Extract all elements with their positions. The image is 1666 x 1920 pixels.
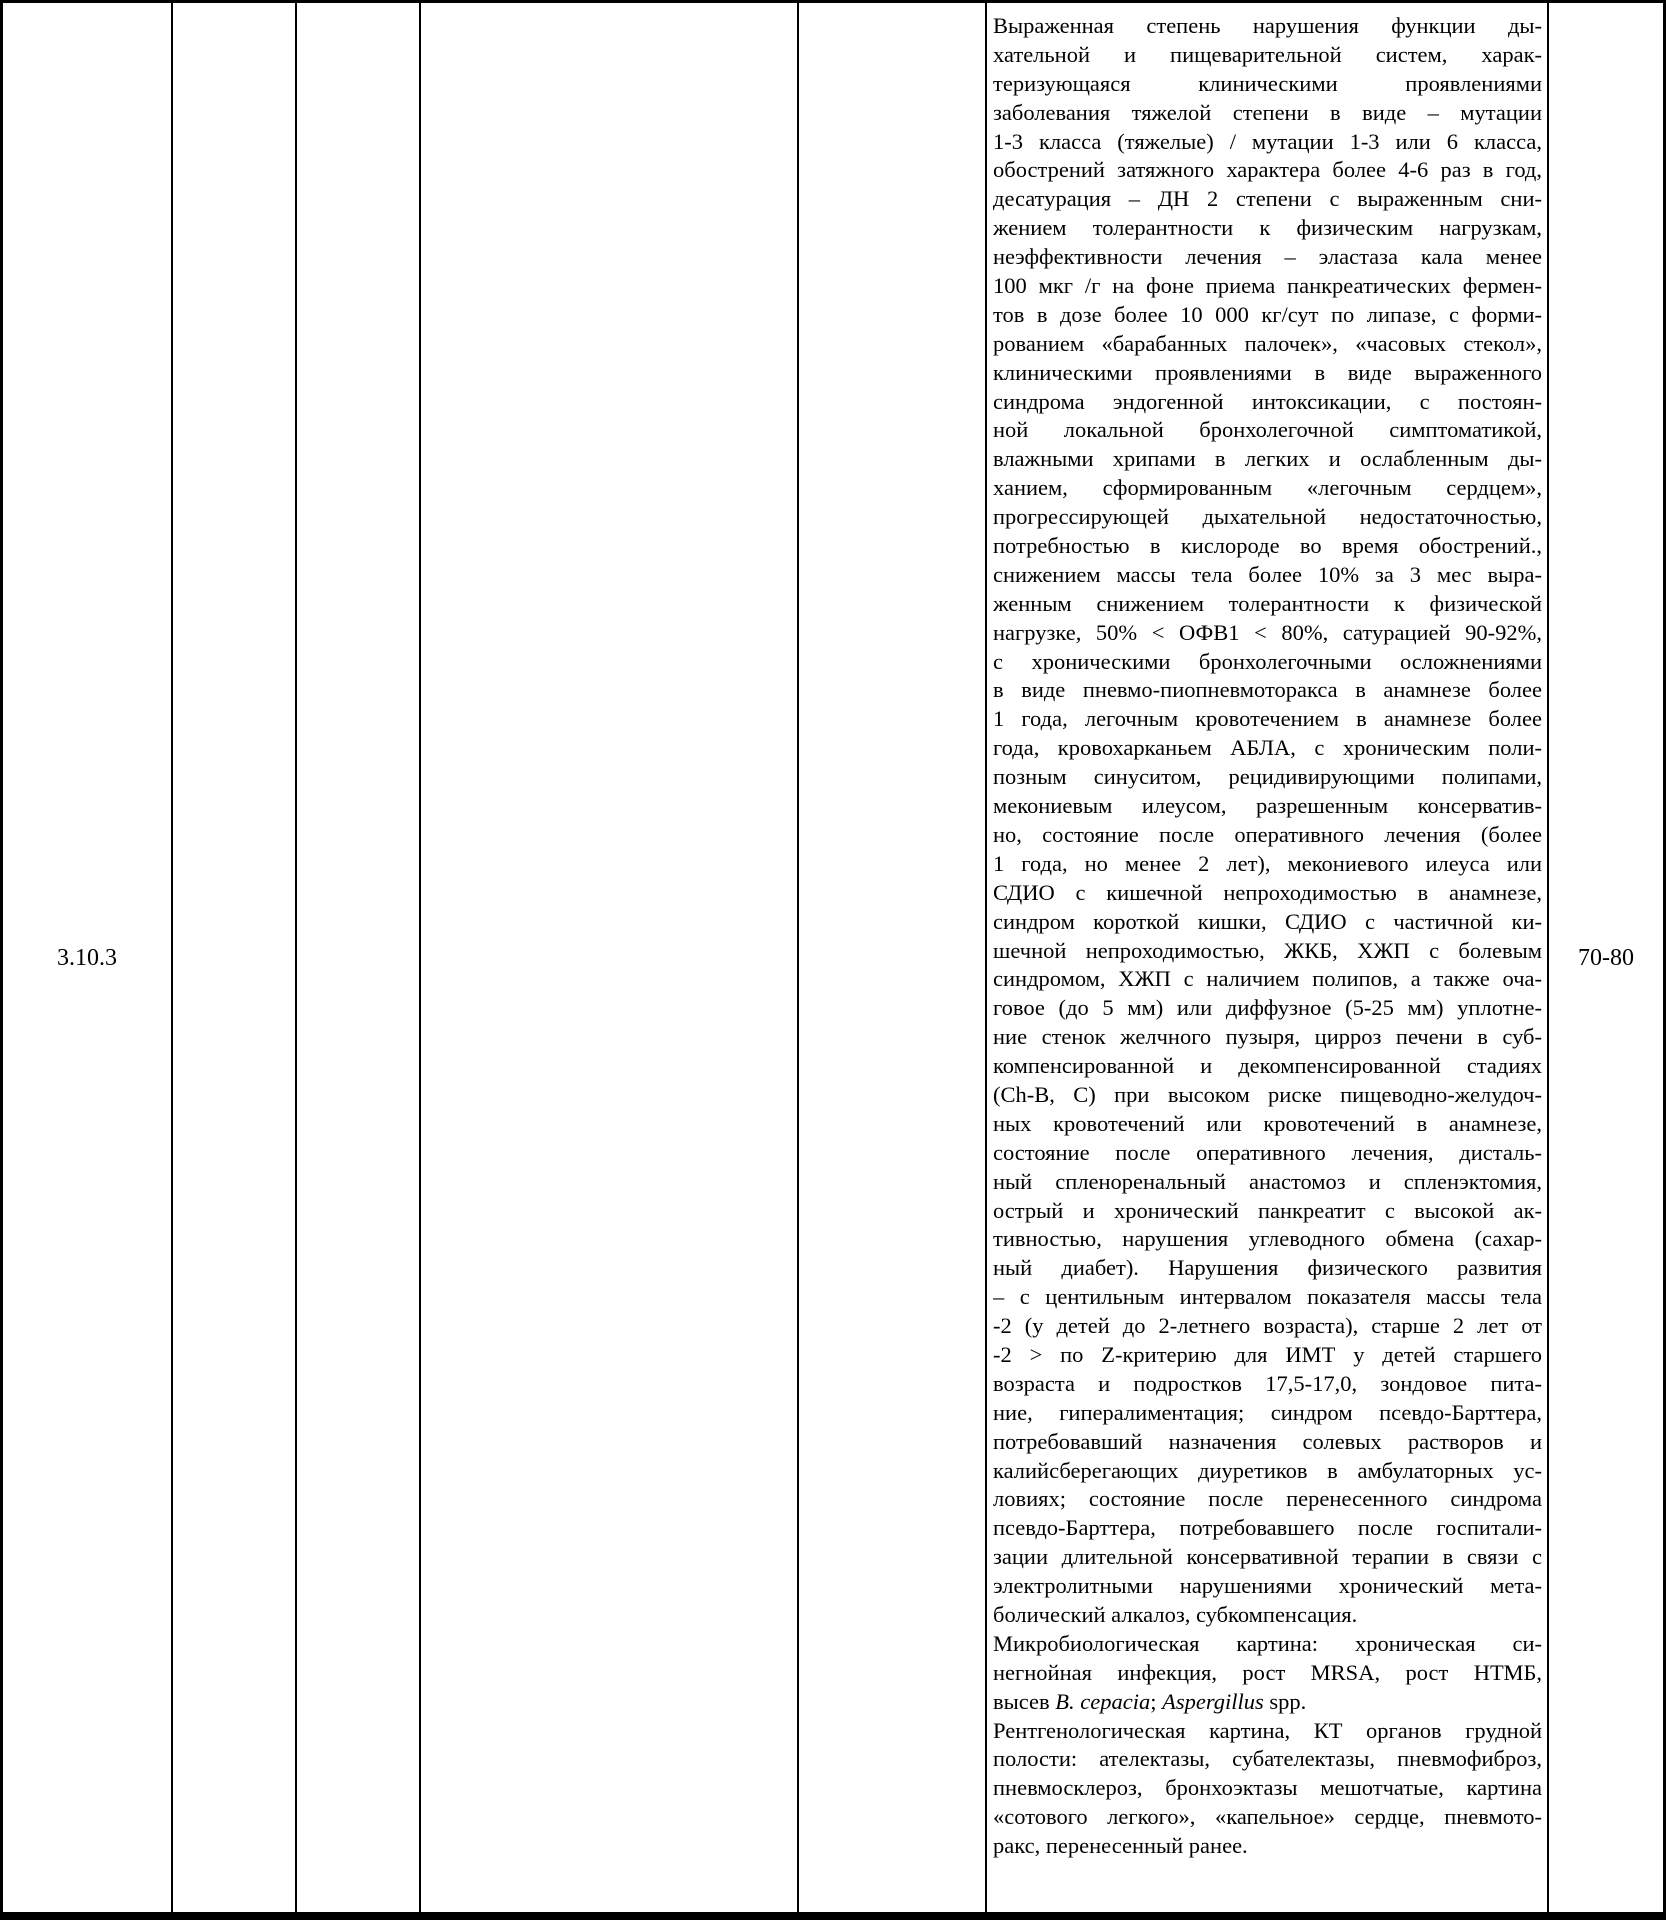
text-line: компенсированной и декомпенсированной стадиях: [993, 1053, 1542, 1079]
cell-empty-4: [799, 3, 987, 1912]
text-line: обострений затяжного характера более 4-6 раз в год,: [993, 157, 1542, 183]
text-line: потребовавший назначения солевых растворов и: [993, 1428, 1542, 1454]
text-line: тивностью, нарушения углеводного обмена (сахар-: [993, 1226, 1542, 1252]
text-line: но, состояние после оперативного лечения (более: [993, 821, 1542, 847]
text-line: СДИО с кишечной непроходимостью в анамнезе,: [993, 879, 1542, 905]
text-line: синдромом, ХЖП с наличием полипов, а также оча-: [993, 966, 1542, 992]
text-line: года, кровохарканьем АБЛА, с хроническим поли-: [993, 735, 1542, 761]
cell-score: [1549, 3, 1663, 1912]
text-line: тов в дозе более 10 000 кг/сут по липазе, с форми-: [993, 301, 1542, 327]
text-line: шечной непроходимостью, ЖКБ, ХЖП с болевым: [993, 937, 1542, 963]
text-line: влажными хрипами в легких и ослабленным ды-: [993, 446, 1542, 472]
text-line: рованием «барабанных палочек», «часовых стекол»,: [993, 330, 1542, 356]
species-name-italic: B. cepacia: [1055, 1688, 1151, 1714]
text-line: -2 (у детей до 2-летнего возраста), старше 2 лет от: [993, 1313, 1542, 1339]
text-line: синдром короткой кишки, СДИО с частичной ки-: [993, 908, 1542, 934]
text-line: потребностью в кислороде во время обострений.,: [993, 533, 1542, 559]
text-line: пневмосклероз, бронхоэктазы мешотчатые, картина: [993, 1775, 1542, 1801]
text-line: калийсберегающих диуретиков в амбулаторных ус-: [993, 1457, 1542, 1483]
text-line: ной локальной бронхолегочной симптоматикой,: [993, 417, 1542, 443]
text-line: полости: ателектазы, субателектазы, пневмофиброз,: [993, 1746, 1542, 1772]
cell-empty-3: [421, 3, 799, 1912]
text-line: 1 года, легочным кровотечением в анамнезе более: [993, 706, 1542, 732]
text-line: ный спленоренальный анастомоз и спленэктомия,: [993, 1168, 1542, 1194]
description-text: [993, 12, 1542, 1861]
text-line: женным снижением толерантности к физической: [993, 590, 1542, 616]
text-line: негнойная инфекция, рост MRSA, рост НТМБ,: [993, 1659, 1542, 1685]
text-line: Рентгенологическая картина, КТ органов грудной: [993, 1717, 1542, 1743]
text-line: Микробиологическая картина: хроническая си-: [993, 1630, 1542, 1656]
text-line: ный диабет). Нарушения физического развития: [993, 1255, 1542, 1281]
text-line: с хроническими бронхолегочными осложнениями: [993, 648, 1542, 674]
text-line: -2 > по Z-критерию для ИМТ у детей старшего: [993, 1341, 1542, 1367]
text-line: [993, 1688, 1542, 1717]
text-line: – с центильным интервалом показателя массы тела: [993, 1284, 1542, 1310]
text-line: электролитными нарушениями хронический мета-: [993, 1573, 1542, 1599]
text-line: зации длительной консервативной терапии в связи с: [993, 1544, 1542, 1570]
text-line: нагрузке, 50% < ОФВ1 < 80%, сатурацией 90-92%,: [993, 619, 1542, 645]
text-line: прогрессирующей дыхательной недостаточностью,: [993, 504, 1542, 530]
text-line: говое (до 5 мм) или диффузное (5-25 мм) уплотне-: [993, 995, 1542, 1021]
text-line: клиническими проявлениями в виде выраженного: [993, 359, 1542, 385]
text-line: возраста и подростков 17,5-17,0, зондовое пита-: [993, 1370, 1542, 1396]
text-line: болический алкалоз, субкомпенсация.: [993, 1601, 1358, 1627]
species-name-italic: Aspergillus: [1162, 1688, 1264, 1714]
text-line: ловиях; состояние после перенесенного синдрома: [993, 1486, 1542, 1512]
text-segment: высев: [993, 1688, 1056, 1714]
text-line: ханием, сформированным «легочным сердцем»,: [993, 475, 1542, 501]
cell-description: [987, 3, 1549, 1912]
score-range-label: 70-80: [1578, 944, 1634, 971]
text-line: 1-3 класса (тяжелые) / мутации 1-3 или 6 класса,: [993, 128, 1542, 154]
text-segment: ;: [1150, 1688, 1163, 1714]
row-id-label: 3.10.3: [57, 944, 117, 971]
text-line: ракс, перенесенный ранее.: [993, 1833, 1248, 1859]
text-line: (Ch-B, C) при высоком риске пищеводно-желудоч-: [993, 1081, 1542, 1107]
cell-empty-2: [297, 3, 421, 1912]
text-line: ние, гипералиментация; синдром псевдо-Барттера,: [993, 1399, 1542, 1425]
text-line: в виде пневмо-пиопневмоторакса в анамнезе более: [993, 677, 1542, 703]
text-line: жением толерантности к физическим нагрузкам,: [993, 215, 1542, 241]
cell-empty-1: [173, 3, 297, 1912]
text-line: заболевания тяжелой степени в виде – мутации: [993, 99, 1542, 125]
text-segment: spp.: [1263, 1688, 1307, 1714]
text-line: десатурация – ДН 2 степени с выраженным сни-: [993, 186, 1542, 212]
text-line: псевдо-Барттера, потребовавшего после госпитали-: [993, 1515, 1542, 1541]
text-line: хательной и пищеварительной систем, харак-: [993, 41, 1542, 67]
text-line: «сотового легкого», «капельное» сердце, пневмото-: [993, 1804, 1542, 1830]
text-line: состояние после оперативного лечения, дисталь-: [993, 1139, 1542, 1165]
text-line: ных кровотечений или кровотечений в анамнезе,: [993, 1110, 1542, 1136]
text-line: теризующаяся клиническими проявлениями: [993, 70, 1542, 96]
text-line: 1 года, но менее 2 лет), мекониевого илеуса или: [993, 850, 1542, 876]
text-line: неэффективности лечения – эластаза кала менее: [993, 244, 1542, 270]
text-line: ние стенок желчного пузыря, цирроз печени в суб-: [993, 1024, 1542, 1050]
text-line: 100 мкг /г на фоне приема панкреатических фермен-: [993, 273, 1542, 299]
text-line: синдрома эндогенной интоксикации, с постоян-: [993, 388, 1542, 414]
cell-row-id: [3, 3, 173, 1912]
text-line: мекониевым илеусом, разрешенным консерватив-: [993, 793, 1542, 819]
text-line: позным синуситом, рецидивирующими полипами,: [993, 764, 1542, 790]
text-line: снижением массы тела более 10% за 3 мес выра-: [993, 561, 1542, 587]
text-line: Выраженная степень нарушения функции ды-: [993, 13, 1542, 38]
text-line: острый и хронический панкреатит с высокой ак-: [993, 1197, 1542, 1223]
